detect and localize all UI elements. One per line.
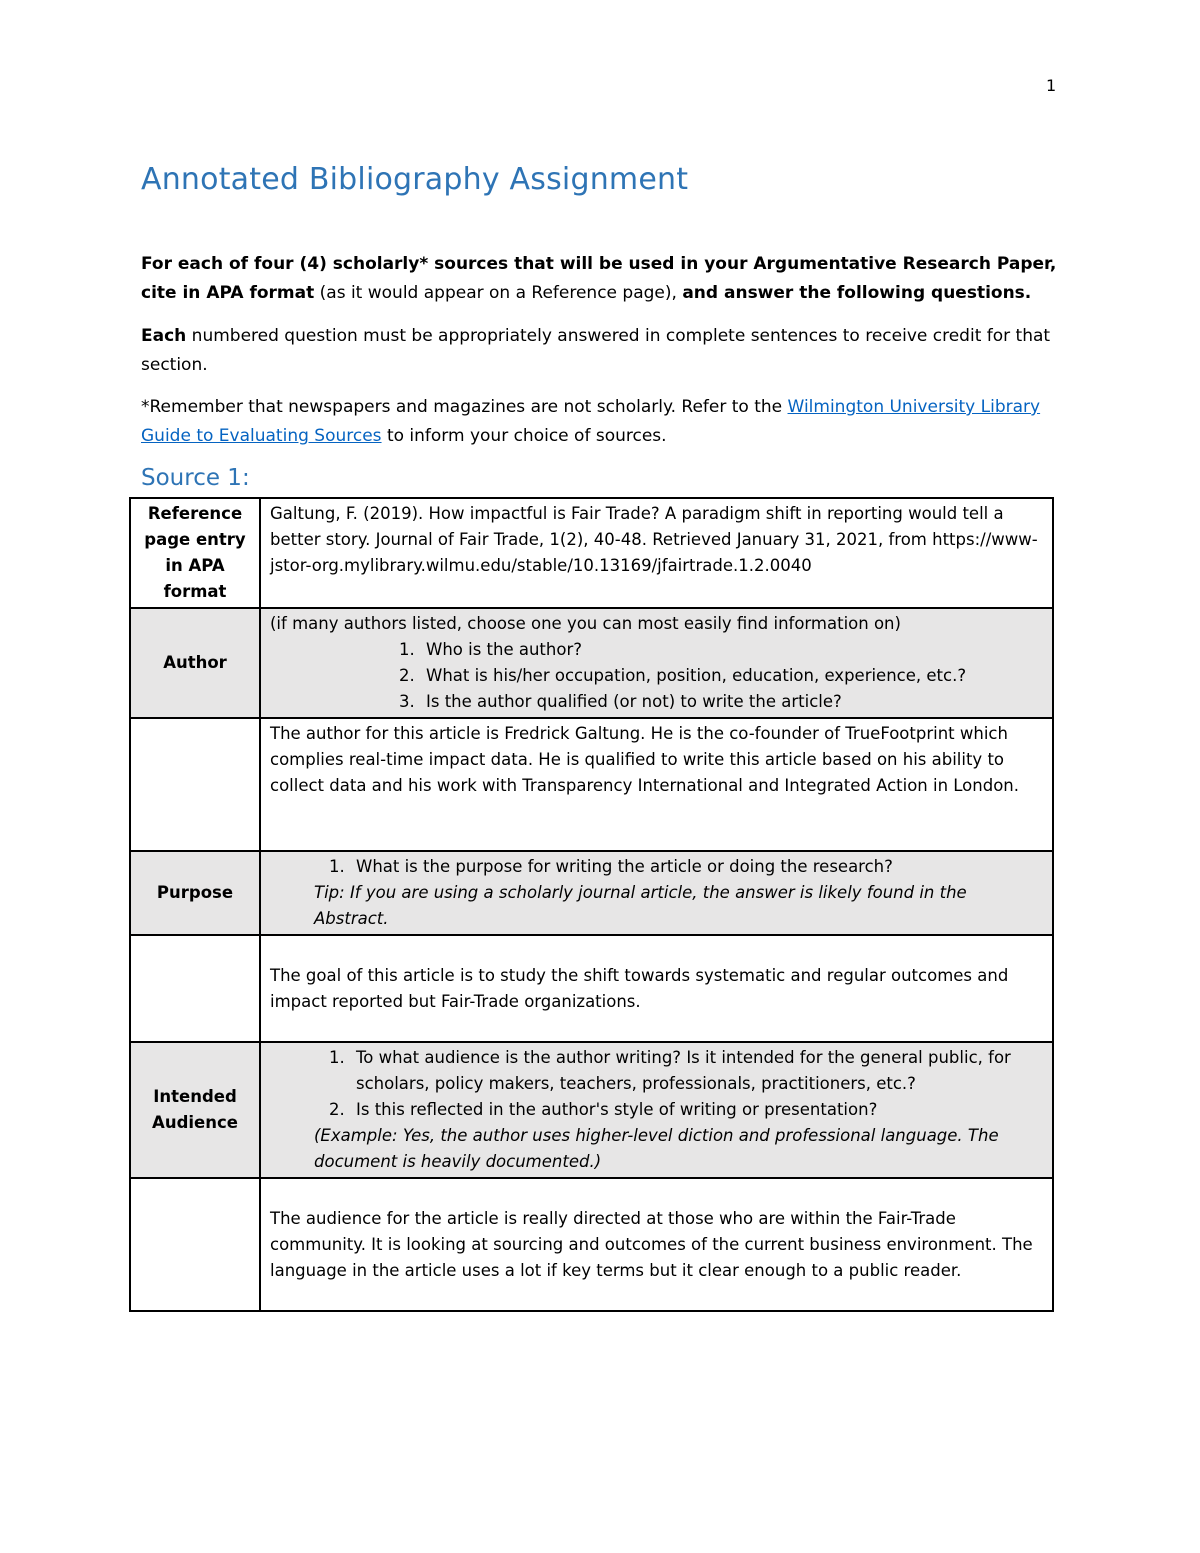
author-answer-label bbox=[130, 718, 260, 851]
table-row-purpose-answer bbox=[130, 935, 1053, 1042]
table-row-author-answer bbox=[130, 718, 1053, 851]
reference-label: Reference page entry in APA format bbox=[130, 498, 260, 608]
document-title: Annotated Bibliography Assignment bbox=[141, 162, 689, 197]
purpose-tip: Tip: If you are using a scholarly journal article, the answer is likely found in the Abstract. bbox=[314, 883, 967, 928]
table-row-reference bbox=[130, 498, 1053, 608]
audience-label: Intended Audience bbox=[130, 1042, 260, 1178]
source-heading: Source 1: bbox=[141, 465, 250, 491]
instructions-paragraph bbox=[141, 322, 1059, 380]
table-row-author-questions bbox=[130, 608, 1053, 718]
table-row-audience-questions bbox=[130, 1042, 1053, 1178]
author-note: (if many authors listed, choose one you can most easily find information on) bbox=[270, 614, 901, 633]
author-label: Author bbox=[130, 608, 260, 718]
table-row-purpose-questions bbox=[130, 851, 1053, 935]
page-number: 1 bbox=[1046, 76, 1057, 95]
intro-bold-2: and answer the following questions. bbox=[682, 283, 1032, 303]
purpose-question-list bbox=[270, 854, 1044, 880]
audience-questions-cell bbox=[260, 1042, 1053, 1178]
author-question-list bbox=[270, 637, 1044, 715]
author-questions-cell bbox=[260, 608, 1053, 718]
audience-answer-label bbox=[130, 1178, 260, 1311]
intro-bold-1: For each of four (4) scholarly* sources that will be used in your Argumentative Research Paper, cite in APA format bbox=[141, 254, 1057, 303]
reminder-after: to inform your choice of sources. bbox=[381, 426, 667, 446]
reference-entry: Galtung, F. (2019). How impactful is Fair Trade? A paradigm shift in reporting would tell a better story. Journal of Fair Trade, 1(2), 40-48. Retrieved January 31, 2021, from https://www-jstor-org.mylibrary.wilmu.edu/stable/10.13169/jfairtrade.1.2.0040 bbox=[260, 498, 1053, 608]
audience-question-item: 2. Is this reflected in the author's style of writing or presentation? bbox=[350, 1097, 1044, 1123]
reminder-before: *Remember that newspapers and magazines are not scholarly. Refer to the bbox=[141, 397, 788, 417]
intro-paragraph bbox=[141, 250, 1059, 308]
reminder-paragraph bbox=[141, 393, 1059, 451]
instructions-rest: numbered question must be appropriately answered in complete sentences to receive credit for that section. bbox=[141, 326, 1051, 375]
author-question-item: 1. Who is the author? bbox=[420, 637, 1044, 663]
author-answer[interactable]: The author for this article is Fredrick Galtung. He is the co-founder of TrueFootprint which complies real-time impact data. He is qualified to write this article based on his ability to collect data and his work with Transparency International and Integrated Action in London. bbox=[260, 718, 1053, 851]
purpose-answer-label bbox=[130, 935, 260, 1042]
purpose-answer-cell[interactable] bbox=[260, 935, 1053, 1042]
audience-answer-cell[interactable] bbox=[260, 1178, 1053, 1311]
audience-question-list bbox=[270, 1045, 1044, 1123]
bibliography-table bbox=[129, 497, 1054, 1312]
table-row-audience-answer bbox=[130, 1178, 1053, 1311]
author-question-item: 3. Is the author qualified (or not) to write the article? bbox=[420, 689, 1044, 715]
purpose-question-item: 1. What is the purpose for writing the article or doing the research? bbox=[350, 854, 1044, 880]
author-question-item: 2. What is his/her occupation, position, education, experience, etc.? bbox=[420, 663, 1044, 689]
purpose-answer: The goal of this article is to study the shift towards systematic and regular outcomes and impact reported but Fair-Trade organizations. bbox=[270, 965, 1009, 1011]
audience-question-item: 1. To what audience is the author writing? Is it intended for the general public, for scholars, policy makers, teachers, professionals, practitioners, etc.? bbox=[350, 1045, 1044, 1097]
audience-answer: The audience for the article is really directed at those who are within the Fair-Trade community. It is looking at sourcing and outcomes of the current business environment. The language in the article uses a lot if key terms but it clear enough to a public reader. bbox=[270, 1208, 1033, 1280]
library-guide-link[interactable]: Wilmington University Library Guide to Evaluating Sources bbox=[141, 397, 1041, 446]
purpose-label: Purpose bbox=[130, 851, 260, 935]
intro-normal: (as it would appear on a Reference page), bbox=[314, 283, 683, 303]
instructions-bold: Each bbox=[141, 326, 187, 346]
audience-example: (Example: Yes, the author uses higher-level diction and professional language. The document is heavily documented.) bbox=[314, 1126, 999, 1171]
purpose-questions-cell bbox=[260, 851, 1053, 935]
